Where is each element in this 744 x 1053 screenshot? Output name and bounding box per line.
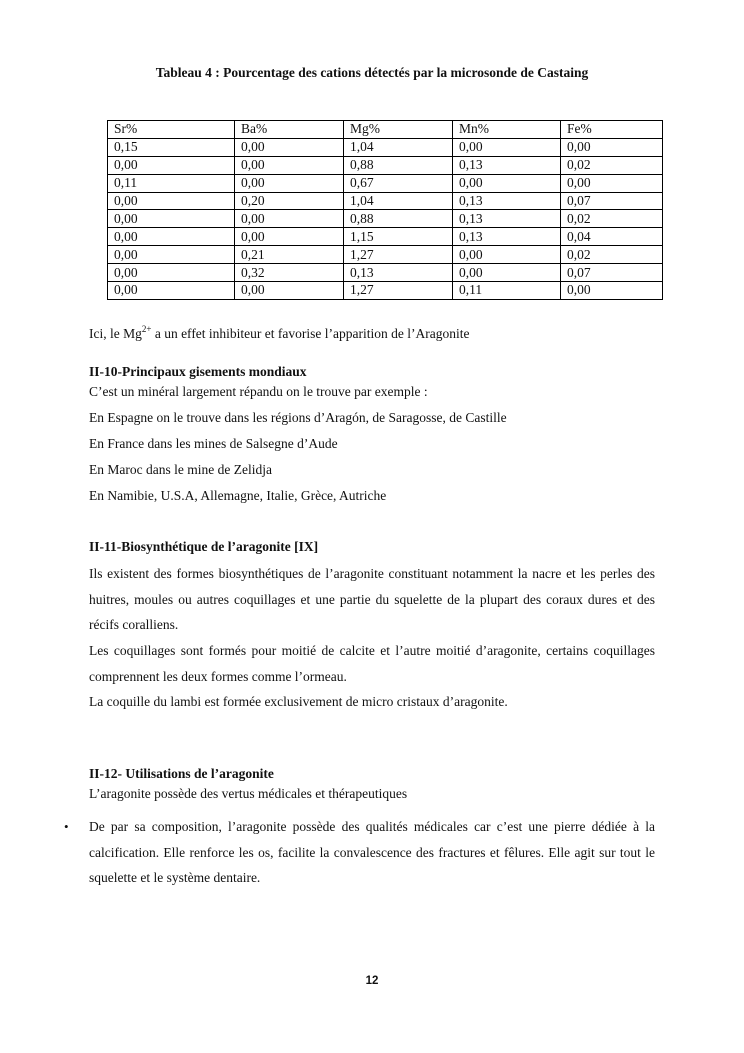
table-cell: 0,88 bbox=[344, 156, 453, 174]
table-cell: 0,11 bbox=[453, 282, 561, 300]
table-cell: 0,13 bbox=[344, 264, 453, 282]
table-cell: 0,00 bbox=[235, 228, 344, 246]
table-cell: 0,02 bbox=[561, 156, 663, 174]
table-cell: 0,88 bbox=[344, 210, 453, 228]
table-cell: 0,67 bbox=[344, 174, 453, 192]
table-cell: 0,11 bbox=[108, 174, 235, 192]
section-heading-gisements: II-10-Principaux gisements mondiaux bbox=[89, 364, 307, 379]
table-caption: Tableau 4 : Pourcentage des cations détectés par la microsonde de Castaing bbox=[155, 65, 589, 80]
table-cell: 0,00 bbox=[453, 246, 561, 264]
cation-table bbox=[107, 120, 663, 300]
mg-note bbox=[89, 326, 469, 342]
table-header-cell: Mn% bbox=[453, 121, 561, 139]
mg-note-suffix: a un effet inhibiteur et favorise l’apparition de l’Aragonite bbox=[151, 326, 470, 341]
table-cell: 0,00 bbox=[108, 282, 235, 300]
table-cell: 1,04 bbox=[344, 192, 453, 210]
table-cell: 1,27 bbox=[344, 246, 453, 264]
table-cell: 0,00 bbox=[235, 210, 344, 228]
table-cell: 0,21 bbox=[235, 246, 344, 264]
table-header-cell: Sr% bbox=[108, 121, 235, 139]
table-row bbox=[108, 264, 663, 282]
table-cell: 0,00 bbox=[453, 174, 561, 192]
table-cell: 0,00 bbox=[108, 156, 235, 174]
section-heading-utilisations: II-12- Utilisations de l’aragonite bbox=[89, 766, 274, 781]
table-row bbox=[108, 174, 663, 192]
table-cell: 0,02 bbox=[561, 210, 663, 228]
paragraph: La coquille du lambi est formée exclusivement de micro cristaux d’aragonite. bbox=[89, 694, 508, 709]
table-cell: 0,00 bbox=[453, 138, 561, 156]
section-heading-biosynthetique: II-11-Biosynthétique de l’aragonite [IX] bbox=[89, 539, 319, 554]
gisement-line: En Espagne on le trouve dans les régions d’Aragón, de Saragosse, de Castille bbox=[89, 410, 507, 425]
table-cell: 0,02 bbox=[561, 246, 663, 264]
table-cell: 0,00 bbox=[108, 210, 235, 228]
gisement-line: En Namibie, U.S.A, Allemagne, Italie, Grèce, Autriche bbox=[89, 488, 387, 503]
table-cell: 0,13 bbox=[453, 192, 561, 210]
paragraph: Ils existent des formes biosynthétiques de l’aragonite constituant notamment la nacre et les perles des huitres, moules ou autres coquillages et une partie du squelette de la plupart des coraux dures et des récifs coralliens. bbox=[89, 566, 655, 633]
table-cell: 0,00 bbox=[235, 174, 344, 192]
table-cell: 0,13 bbox=[453, 156, 561, 174]
table-header-row bbox=[108, 121, 663, 139]
table-row bbox=[108, 228, 663, 246]
mg-note-prefix: Ici, le Mg bbox=[89, 326, 142, 341]
table-row bbox=[108, 246, 663, 264]
table-header-cell: Ba% bbox=[235, 121, 344, 139]
table-cell: 0,00 bbox=[108, 228, 235, 246]
table-cell: 0,00 bbox=[108, 192, 235, 210]
mg-charge: 2+ bbox=[141, 324, 152, 334]
bullet-icon: • bbox=[64, 819, 69, 834]
table-cell: 0,00 bbox=[561, 282, 663, 300]
gisement-line: En Maroc dans le mine de Zelidja bbox=[89, 462, 272, 477]
table-cell: 0,00 bbox=[108, 264, 235, 282]
table-cell: 0,00 bbox=[235, 282, 344, 300]
table-cell: 0,00 bbox=[235, 156, 344, 174]
table-cell: 0,00 bbox=[453, 264, 561, 282]
table-cell: 0,07 bbox=[561, 264, 663, 282]
table-row bbox=[108, 138, 663, 156]
table-cell: 1,27 bbox=[344, 282, 453, 300]
table-row bbox=[108, 282, 663, 300]
table-cell: 0,00 bbox=[561, 174, 663, 192]
table-cell: 0,13 bbox=[453, 210, 561, 228]
table-cell: 0,32 bbox=[235, 264, 344, 282]
gisement-line: En France dans les mines de Salsegne d’Aude bbox=[89, 436, 338, 451]
page-number: 12 bbox=[365, 975, 379, 987]
table-cell: 1,04 bbox=[344, 138, 453, 156]
table-cell: 0,13 bbox=[453, 228, 561, 246]
table-cell: 0,00 bbox=[235, 138, 344, 156]
utilisations-intro: L’aragonite possède des vertus médicales et thérapeutiques bbox=[89, 786, 408, 801]
gisements-intro: C’est un minéral largement répandu on le trouve par exemple : bbox=[89, 384, 428, 399]
table-row bbox=[108, 192, 663, 210]
table-header-cell: Fe% bbox=[561, 121, 663, 139]
table-row bbox=[108, 156, 663, 174]
bullet-paragraph: De par sa composition, l’aragonite possède des qualités médicales car c’est une pierre dédiée à la calcification. Elle renforce les os, facilite la convalescence des fractures et fêlures. Elle agit sur tout le squelette et le système dentaire. bbox=[89, 819, 655, 886]
paragraph: Les coquillages sont formés pour moitié de calcite et l’autre moitié d’aragonite, certains coquillages comprennent les deux formes comme l’ormeau. bbox=[89, 643, 655, 684]
table-cell: 0,15 bbox=[108, 138, 235, 156]
table-row bbox=[108, 210, 663, 228]
table-cell: 0,00 bbox=[108, 246, 235, 264]
table-cell: 0,20 bbox=[235, 192, 344, 210]
table-cell: 1,15 bbox=[344, 228, 453, 246]
table-cell: 0,07 bbox=[561, 192, 663, 210]
table-cell: 0,04 bbox=[561, 228, 663, 246]
table-header-cell: Mg% bbox=[344, 121, 453, 139]
table-cell: 0,00 bbox=[561, 138, 663, 156]
